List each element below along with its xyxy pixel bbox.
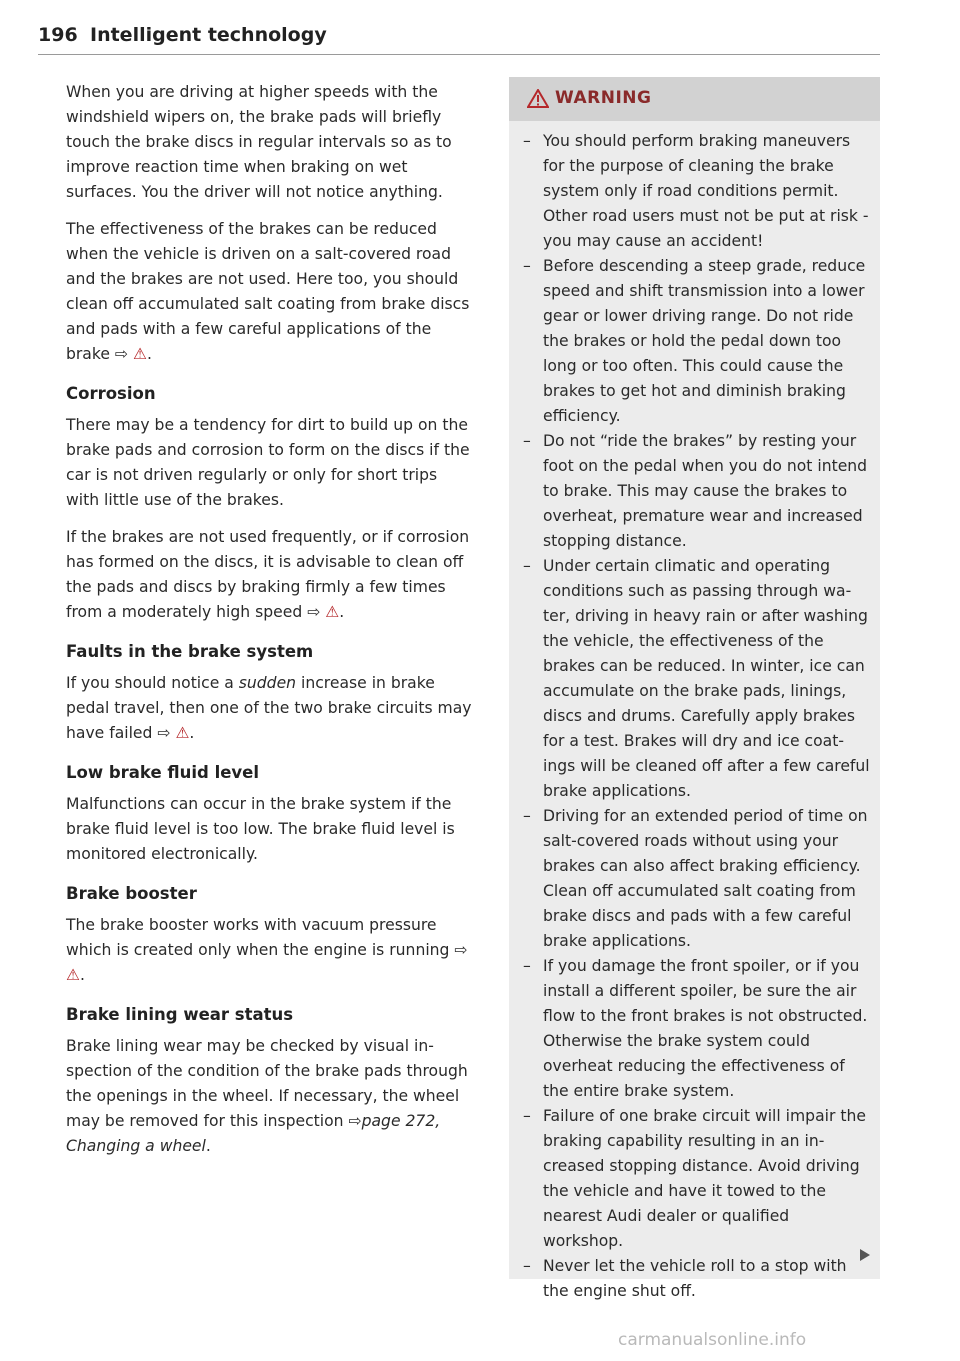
page-reference-link[interactable]: page 272, Changing a wheel bbox=[66, 1112, 441, 1155]
reference-arrow-icon[interactable]: ⇨ bbox=[454, 941, 468, 959]
heading-brake-booster: Brake booster bbox=[66, 884, 197, 903]
warning-box bbox=[509, 77, 880, 1300]
warning-item: – Never let the vehicle roll to a stop with the engine shut off. bbox=[523, 1254, 870, 1304]
continue-arrow-icon bbox=[860, 1249, 870, 1261]
warning-icon: ⚠ bbox=[175, 724, 190, 742]
warning-item: – You should perform braking maneuvers for the purpose of cleaning the brake system only if road conditions permit. Other road users must not be put at risk - you may cause an accident! bbox=[523, 129, 870, 254]
paragraph: Malfunctions can occur in the brake system if the brake fluid level is too low. The brake fluid level is monitored electronically. bbox=[66, 795, 455, 863]
warning-item: – Do not “ride the brakes” by resting your foot on the pedal when you do not intend to brake. This may cause the brakes to overheat, premature wear and increased stopping distance. bbox=[523, 429, 870, 554]
heading-brake-fluid: Low brake fluid level bbox=[66, 763, 260, 782]
warning-item: – Driving for an extended period of time on salt-covered roads without using your brakes can also affect braking efficiency. Clean off accumulated salt coating from brake discs and pads with a few careful brake applications. bbox=[523, 804, 870, 954]
page-header bbox=[38, 20, 880, 55]
paragraph: When you are driving at higher speeds with the windshield wipers on, the brake pads will briefly touch the brake discs in regular intervals so as to improve reaction time when braking on wet surfaces. You the driver will not notice anything. bbox=[66, 83, 452, 201]
warning-item: – Under certain climatic and operating conditions such as passing through water, driving in heavy rain or after washing the vehicle, the effectiveness of the brakes can be reduced. In winter, ice can accumulate on the brake pads, linings, discs and drums. Carefully apply brakes for a test. Brakes will dry and ice coatings will be cleaned off after a few careful brake applications. bbox=[523, 554, 870, 804]
warning-triangle-icon bbox=[527, 89, 549, 112]
section-title: Intelligent technology bbox=[90, 24, 327, 46]
warning-icon: ⚠ bbox=[132, 345, 147, 363]
paragraph: There may be a tendency for dirt to build up on the brake pads and corrosion to form on the discs if the car is not driven regularly or only for short trips with little use of the brakes. bbox=[66, 416, 470, 509]
warning-item: – Before descending a steep grade, reduce speed and shift transmission into a lower gear or lower driving range. Do not ride the brakes or hold the pedal down too long or too often. This could cause the brakes to get hot and diminish braking efficiency. bbox=[523, 254, 870, 429]
reference-arrow-icon[interactable]: ⇨ bbox=[114, 345, 128, 363]
reference-arrow-icon[interactable]: ⇨ bbox=[157, 724, 171, 742]
warning-item: – Failure of one brake circuit will impair the braking capability resulting in an increased stopping distance. Avoid driving the vehicle and have it towed to the nearest Audi dealer or qualified workshop. bbox=[523, 1104, 870, 1254]
paragraph: Brake lining wear may be checked by visual inspection of the condition of the brake pads through the openings in the wheel. If necessary, the wheel may be removed for this inspection ⇨page 272, Changing a wheel. bbox=[66, 1037, 468, 1155]
warning-icon: ⚠ bbox=[66, 966, 80, 984]
warning-icon: ⚠ bbox=[325, 603, 340, 621]
warning-list bbox=[509, 121, 880, 1304]
warning-header bbox=[509, 77, 880, 121]
reference-arrow-icon[interactable]: ⇨ bbox=[307, 603, 321, 621]
warning-item: – If you damage the front spoiler, or if you install a different spoiler, be sure the air flow to the front brakes is not obstructed. Otherwise the brake system could overheat reducing the effectiveness of the entire brake system. bbox=[523, 954, 870, 1104]
paragraph: The brake booster works with vacuum pressure which is created only when the engine is running ⇨ ⚠. bbox=[66, 916, 468, 984]
page-number: 196 bbox=[38, 24, 78, 46]
watermark: carmanualsonline.info bbox=[618, 1330, 807, 1350]
heading-faults: Faults in the brake system bbox=[66, 642, 314, 661]
left-column bbox=[66, 80, 474, 1171]
paragraph: If you should notice a sudden increase in brake pedal travel, then one of the two brake circuits may have failed ⇨ ⚠. bbox=[66, 674, 472, 742]
warning-title: WARNING bbox=[555, 88, 652, 108]
heading-corrosion: Corrosion bbox=[66, 384, 156, 403]
paragraph: If the brakes are not used frequently, or if corrosion has formed on the discs, it is advisable to clean off the pads and discs by braking firmly a few times from a moderately high speed ⇨ ⚠. bbox=[66, 528, 470, 621]
reference-arrow-icon[interactable]: ⇨ bbox=[348, 1112, 362, 1130]
heading-brake-lining: Brake lining wear status bbox=[66, 1005, 294, 1024]
paragraph: The effectiveness of the brakes can be reduced when the vehicle is driven on a salt-covered road and the brakes are not used. Here too, you should clean off accumulated salt coating from brake discs and pads with a few careful applications of the brake ⇨ ⚠. bbox=[66, 220, 470, 363]
